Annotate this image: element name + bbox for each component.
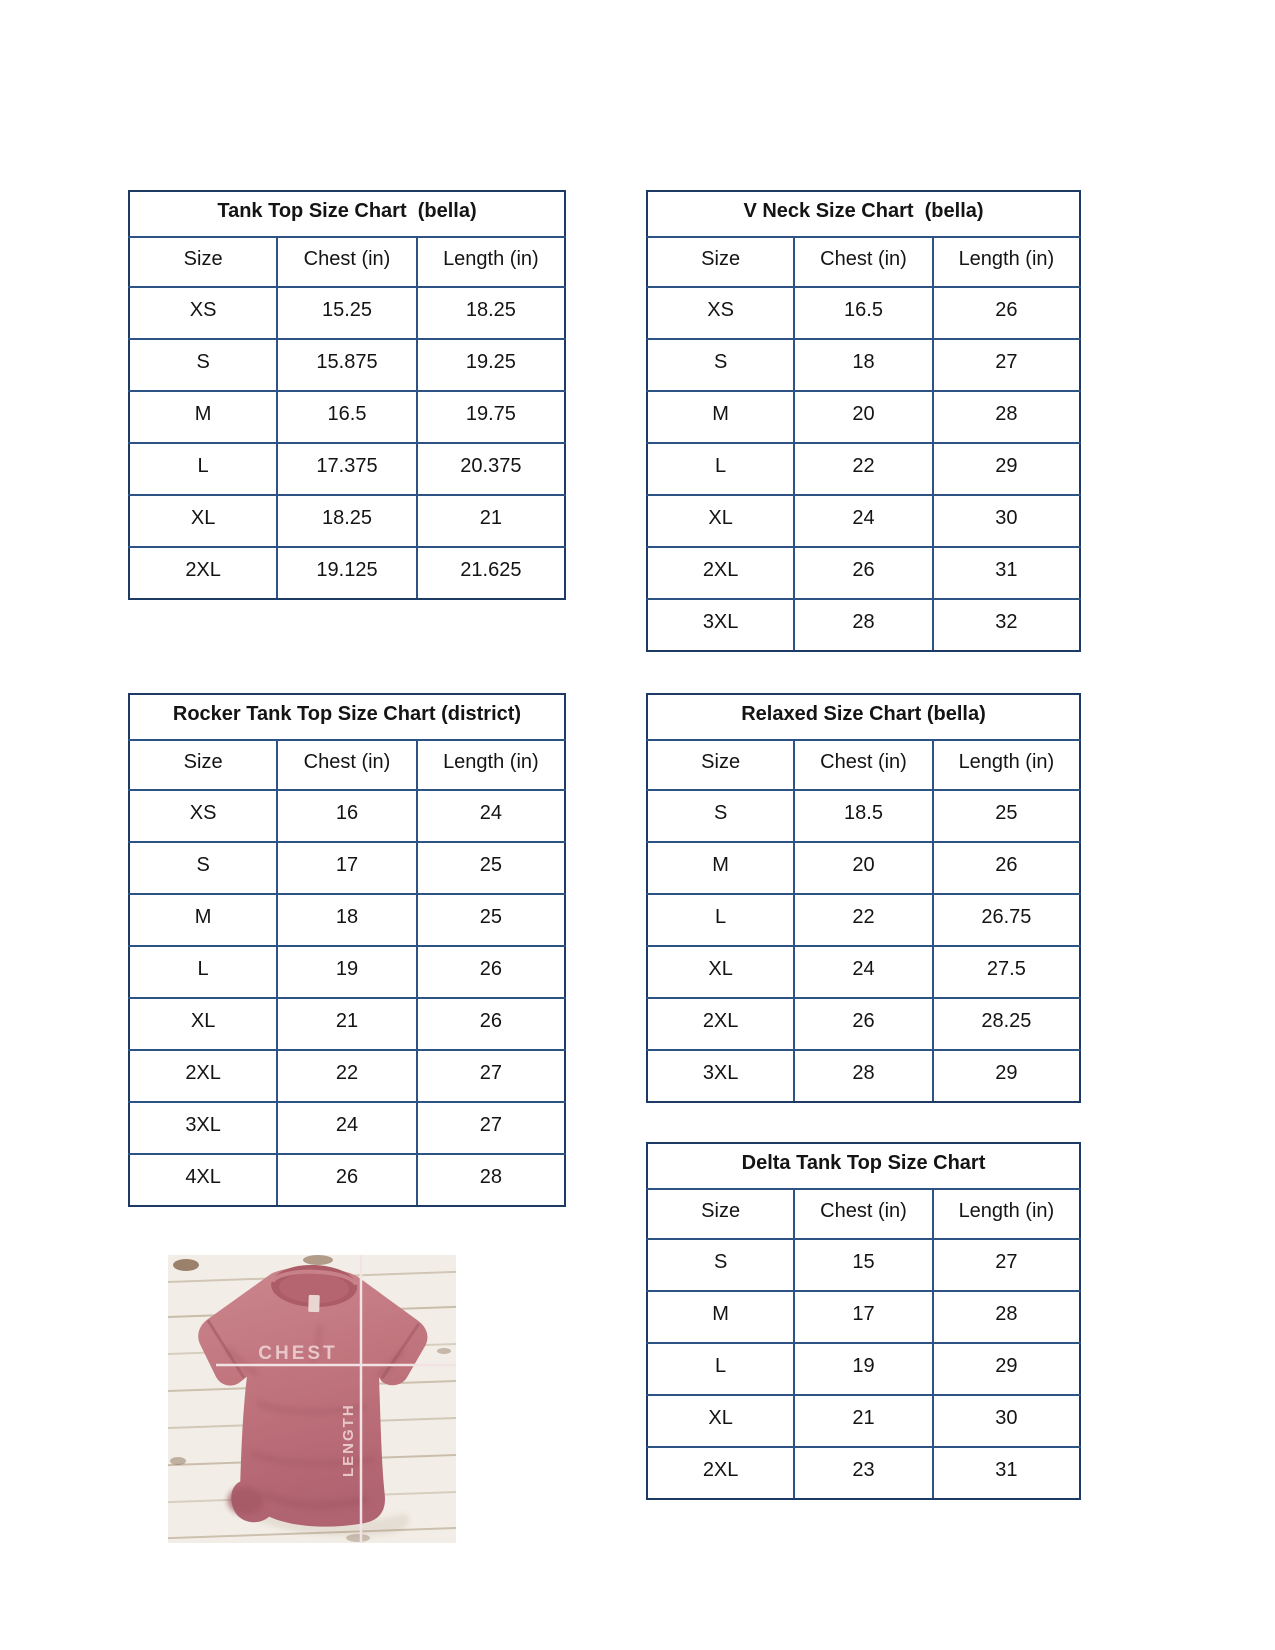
length-cell: 26 [417, 998, 565, 1050]
delta-tank-top-chart-table [646, 1142, 1081, 1500]
chest-cell: 23 [794, 1447, 933, 1499]
header-row [129, 740, 565, 790]
length-cell: 26 [417, 946, 565, 998]
column-header: Chest (in) [794, 740, 933, 790]
chest-cell: 16.5 [277, 391, 417, 443]
relaxed-size-table [646, 693, 1081, 1103]
column-header: Size [647, 237, 794, 287]
tank-top-chart-table [128, 190, 566, 600]
table-title: V Neck Size Chart (bella) [647, 191, 1080, 237]
size-cell: 3XL [647, 1050, 794, 1102]
size-cell: 2XL [129, 547, 277, 599]
chest-label: CHEST [258, 1343, 338, 1364]
length-cell: 27.5 [933, 946, 1080, 998]
column-header: Chest (in) [794, 237, 933, 287]
column-header: Size [129, 740, 277, 790]
size-cell: XS [647, 287, 794, 339]
size-cell: L [647, 443, 794, 495]
table-row [647, 599, 1080, 651]
length-cell: 21.625 [417, 547, 565, 599]
table-row [647, 790, 1080, 842]
table-row [647, 894, 1080, 946]
length-cell: 19.75 [417, 391, 565, 443]
size-cell: M [647, 391, 794, 443]
length-cell: 20.375 [417, 443, 565, 495]
chest-cell: 15.875 [277, 339, 417, 391]
chest-cell: 18 [794, 339, 933, 391]
size-cell: S [647, 339, 794, 391]
rocker-tank-top-chart-table [128, 693, 566, 1207]
length-cell: 27 [417, 1102, 565, 1154]
table-row [129, 495, 565, 547]
chest-cell: 22 [277, 1050, 417, 1102]
v-neck-size-table [646, 190, 1081, 652]
chest-cell: 21 [794, 1395, 933, 1447]
chest-cell: 21 [277, 998, 417, 1050]
length-cell: 31 [933, 547, 1080, 599]
table-title: Rocker Tank Top Size Chart (district) [129, 694, 565, 740]
size-cell: S [129, 339, 277, 391]
size-cell: XL [647, 495, 794, 547]
table-row [129, 1102, 565, 1154]
chest-cell: 24 [277, 1102, 417, 1154]
size-cell: XL [647, 1395, 794, 1447]
length-label: LENGTH [340, 1403, 357, 1477]
column-header: Length (in) [933, 1189, 1080, 1239]
size-cell: L [129, 443, 277, 495]
chest-cell: 18.25 [277, 495, 417, 547]
size-cell: S [647, 790, 794, 842]
column-header: Size [647, 740, 794, 790]
length-cell: 27 [933, 339, 1080, 391]
table-title: Tank Top Size Chart (bella) [129, 191, 565, 237]
chest-cell: 28 [794, 1050, 933, 1102]
chest-cell: 19.125 [277, 547, 417, 599]
length-cell: 19.25 [417, 339, 565, 391]
length-cell: 21 [417, 495, 565, 547]
chest-cell: 18.5 [794, 790, 933, 842]
length-cell: 26 [933, 842, 1080, 894]
size-cell: XS [129, 287, 277, 339]
length-cell: 28 [933, 391, 1080, 443]
length-cell: 25 [933, 790, 1080, 842]
column-header: Chest (in) [277, 740, 417, 790]
chest-cell: 17 [794, 1291, 933, 1343]
length-cell: 28 [417, 1154, 565, 1206]
size-cell: 2XL [647, 998, 794, 1050]
length-cell: 29 [933, 1343, 1080, 1395]
tshirt-measurement-photo [168, 1255, 456, 1543]
length-cell: 27 [933, 1239, 1080, 1291]
chest-cell: 18 [277, 894, 417, 946]
table-row [647, 287, 1080, 339]
table-row [647, 1291, 1080, 1343]
length-cell: 29 [933, 1050, 1080, 1102]
table-row [647, 842, 1080, 894]
chest-cell: 17 [277, 842, 417, 894]
chest-cell: 17.375 [277, 443, 417, 495]
length-cell: 25 [417, 894, 565, 946]
length-cell: 26.75 [933, 894, 1080, 946]
length-cell: 30 [933, 495, 1080, 547]
length-cell: 25 [417, 842, 565, 894]
table-row [129, 894, 565, 946]
table-row [647, 339, 1080, 391]
table-title: Delta Tank Top Size Chart [647, 1143, 1080, 1189]
table-row [129, 842, 565, 894]
table-row [647, 1343, 1080, 1395]
size-cell: 3XL [647, 599, 794, 651]
chest-cell: 15 [794, 1239, 933, 1291]
size-cell: XL [129, 495, 277, 547]
table-row [129, 339, 565, 391]
column-header: Size [647, 1189, 794, 1239]
chest-cell: 24 [794, 946, 933, 998]
header-row [647, 237, 1080, 287]
chest-cell: 16.5 [794, 287, 933, 339]
size-cell: S [647, 1239, 794, 1291]
table-row [647, 495, 1080, 547]
chest-cell: 16 [277, 790, 417, 842]
table-row [647, 1050, 1080, 1102]
column-header: Chest (in) [277, 237, 417, 287]
chest-cell: 26 [794, 547, 933, 599]
table-row [647, 547, 1080, 599]
size-cell: 2XL [129, 1050, 277, 1102]
chest-cell: 28 [794, 599, 933, 651]
size-cell: 2XL [647, 1447, 794, 1499]
column-header: Length (in) [417, 237, 565, 287]
length-cell: 30 [933, 1395, 1080, 1447]
neck-tag [308, 1295, 320, 1312]
table-row [647, 1447, 1080, 1499]
table-row [129, 1050, 565, 1102]
header-row [647, 740, 1080, 790]
chest-cell: 26 [794, 998, 933, 1050]
table-row [129, 547, 565, 599]
table-row [129, 790, 565, 842]
size-cell: XL [647, 946, 794, 998]
table-row [129, 443, 565, 495]
column-header: Length (in) [933, 740, 1080, 790]
length-cell: 18.25 [417, 287, 565, 339]
table-row [647, 1239, 1080, 1291]
header-row [129, 237, 565, 287]
chest-cell: 19 [277, 946, 417, 998]
column-header: Size [129, 237, 277, 287]
chest-cell: 22 [794, 443, 933, 495]
relaxed-chart-table [646, 693, 1081, 1103]
size-cell: M [129, 894, 277, 946]
size-cell: M [647, 1291, 794, 1343]
tank-top-size-table [128, 190, 566, 600]
size-cell: 3XL [129, 1102, 277, 1154]
table-row [129, 391, 565, 443]
size-cell: M [647, 842, 794, 894]
chest-cell: 26 [277, 1154, 417, 1206]
size-cell: 2XL [647, 547, 794, 599]
table-row [647, 1395, 1080, 1447]
size-cell: XS [129, 790, 277, 842]
chest-cell: 15.25 [277, 287, 417, 339]
length-cell: 26 [933, 287, 1080, 339]
table-row [129, 1154, 565, 1206]
size-cell: L [647, 1343, 794, 1395]
length-cell: 32 [933, 599, 1080, 651]
chest-cell: 20 [794, 842, 933, 894]
table-row [647, 443, 1080, 495]
delta-tank-top-size-table [646, 1142, 1081, 1500]
size-cell: M [129, 391, 277, 443]
chest-cell: 24 [794, 495, 933, 547]
column-header: Chest (in) [794, 1189, 933, 1239]
rocker-tank-top-size-table [128, 693, 566, 1207]
table-row [647, 391, 1080, 443]
table-row [129, 287, 565, 339]
length-cell: 29 [933, 443, 1080, 495]
v-neck-chart-table [646, 190, 1081, 652]
length-cell: 27 [417, 1050, 565, 1102]
size-cell: S [129, 842, 277, 894]
length-cell: 24 [417, 790, 565, 842]
size-cell: 4XL [129, 1154, 277, 1206]
table-row [647, 998, 1080, 1050]
size-cell: L [647, 894, 794, 946]
column-header: Length (in) [933, 237, 1080, 287]
length-cell: 28 [933, 1291, 1080, 1343]
chest-cell: 20 [794, 391, 933, 443]
chest-cell: 22 [794, 894, 933, 946]
size-cell: L [129, 946, 277, 998]
table-title: Relaxed Size Chart (bella) [647, 694, 1080, 740]
chest-cell: 19 [794, 1343, 933, 1395]
header-row [647, 1189, 1080, 1239]
length-cell: 31 [933, 1447, 1080, 1499]
size-cell: XL [129, 998, 277, 1050]
column-header: Length (in) [417, 740, 565, 790]
table-row [129, 946, 565, 998]
length-cell: 28.25 [933, 998, 1080, 1050]
table-row [647, 946, 1080, 998]
table-row [129, 998, 565, 1050]
